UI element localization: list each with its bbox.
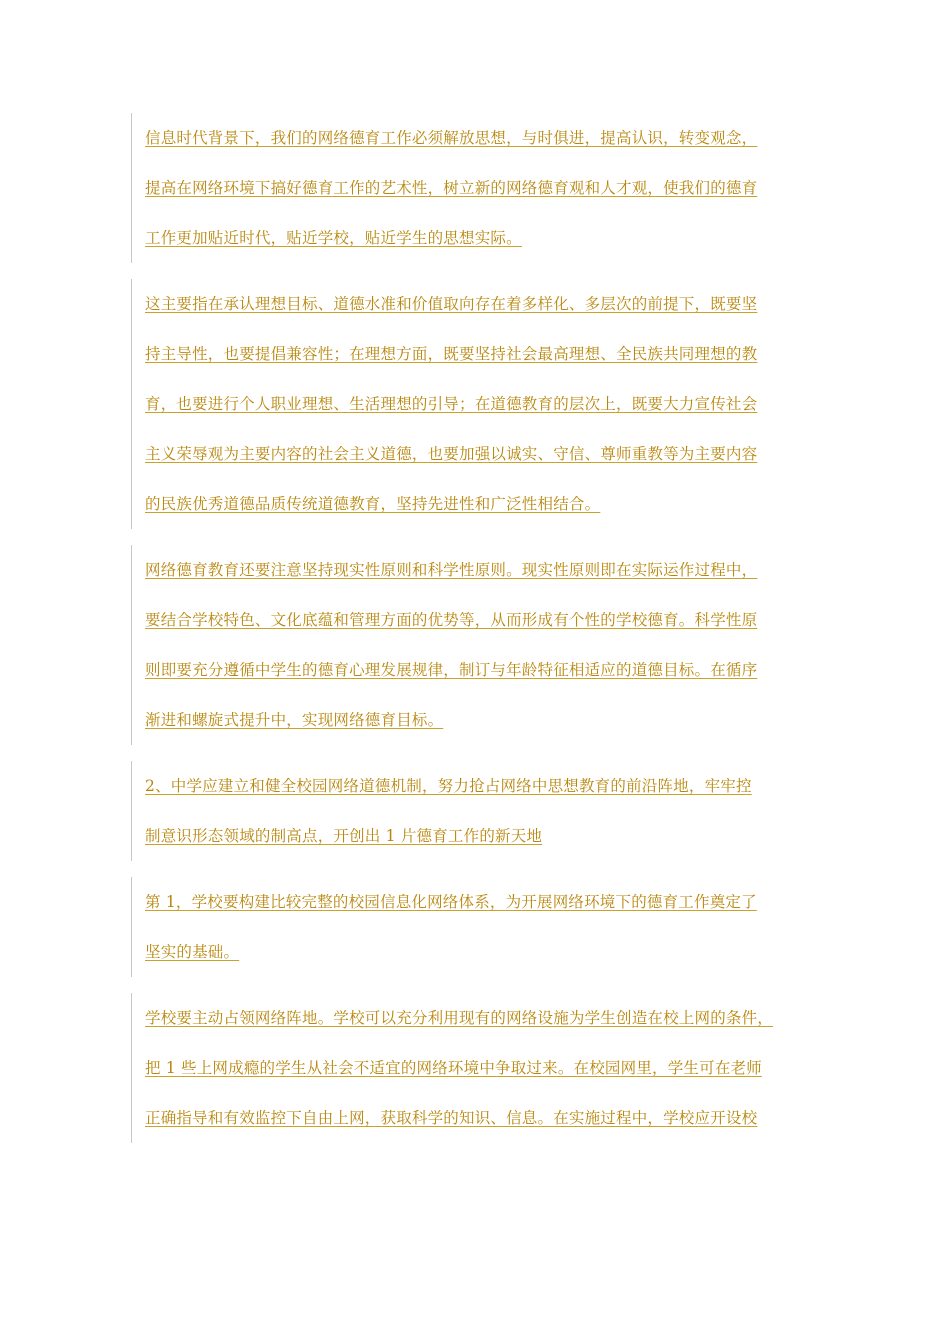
text-line: 2、中学应建立和健全校园网络道德机制，努力抢占网络中思想教育的前沿阵地，牢牢控 bbox=[145, 777, 752, 795]
text-line: 工作更加贴近时代，贴近学校，贴近学生的思想实际。 bbox=[145, 229, 522, 247]
text-line: 渐进和螺旋式提升中，实现网络德育目标。 bbox=[145, 711, 444, 729]
text-line: 正确指导和有效监控下自由上网，获取科学的知识、信息。在实施过程中，学校应开设校 bbox=[145, 1109, 758, 1127]
text-line: 这主要指在承认理想目标、道德水准和价值取向存在着多样化、多层次的前提下，既要坚 bbox=[145, 295, 758, 313]
text-line: 的民族优秀道德品质传统道德教育，坚持先进性和广泛性相结合。 bbox=[145, 495, 601, 513]
text-line: 制意识形态领域的制高点，开创出 1 片德育工作的新天地 bbox=[145, 827, 543, 845]
paragraph-6 bbox=[131, 993, 773, 1143]
text-line: 持主导性，也要提倡兼容性；在理想方面，既要坚持社会最高理想、全民族共同理想的教 bbox=[145, 345, 758, 363]
text-line: 育，也要进行个人职业理想、生活理想的引导；在道德教育的层次上，既要大力宣传社会 bbox=[145, 395, 758, 413]
text-line: 则即要充分遵循中学生的德育心理发展规律，制订与年龄特征相适应的道德目标。在循序 bbox=[145, 661, 758, 679]
text-line: 第 1，学校要构建比较完整的校园信息化网络体系，为开展网络环境下的德育工作奠定了 bbox=[145, 893, 757, 911]
text-line: 坚实的基础。 bbox=[145, 943, 240, 961]
paragraph-4 bbox=[131, 761, 752, 861]
text-line: 把 1 些上网成瘾的学生从社会不适宜的网络环境中争取过来。在校园网里，学生可在老师 bbox=[145, 1059, 762, 1077]
paragraph-5 bbox=[131, 877, 757, 977]
text-line: 网络德育教育还要注意坚持现实性原则和科学性原则。现实性原则即在实际运作过程中， bbox=[145, 561, 758, 579]
text-line: 学校要主动占领网络阵地。学校可以充分利用现有的网络设施为学生创造在校上网的条件， bbox=[145, 1009, 774, 1027]
text-line: 提高在网络环境下搞好德育工作的艺术性，树立新的网络德育观和人才观，使我们的德育 bbox=[145, 179, 758, 197]
text-line: 要结合学校特色、文化底蕴和管理方面的优势等，从而形成有个性的学校德育。科学性原 bbox=[145, 611, 758, 629]
paragraph-3 bbox=[131, 545, 757, 745]
paragraph-1 bbox=[131, 113, 757, 263]
paragraph-2 bbox=[131, 279, 757, 529]
text-line: 信息时代背景下，我们的网络德育工作必须解放思想，与时俱进，提高认识，转变观念， bbox=[145, 129, 758, 147]
text-line: 主义荣辱观为主要内容的社会主义道德，也要加强以诚实、守信、尊师重教等为主要内容 bbox=[145, 445, 758, 463]
